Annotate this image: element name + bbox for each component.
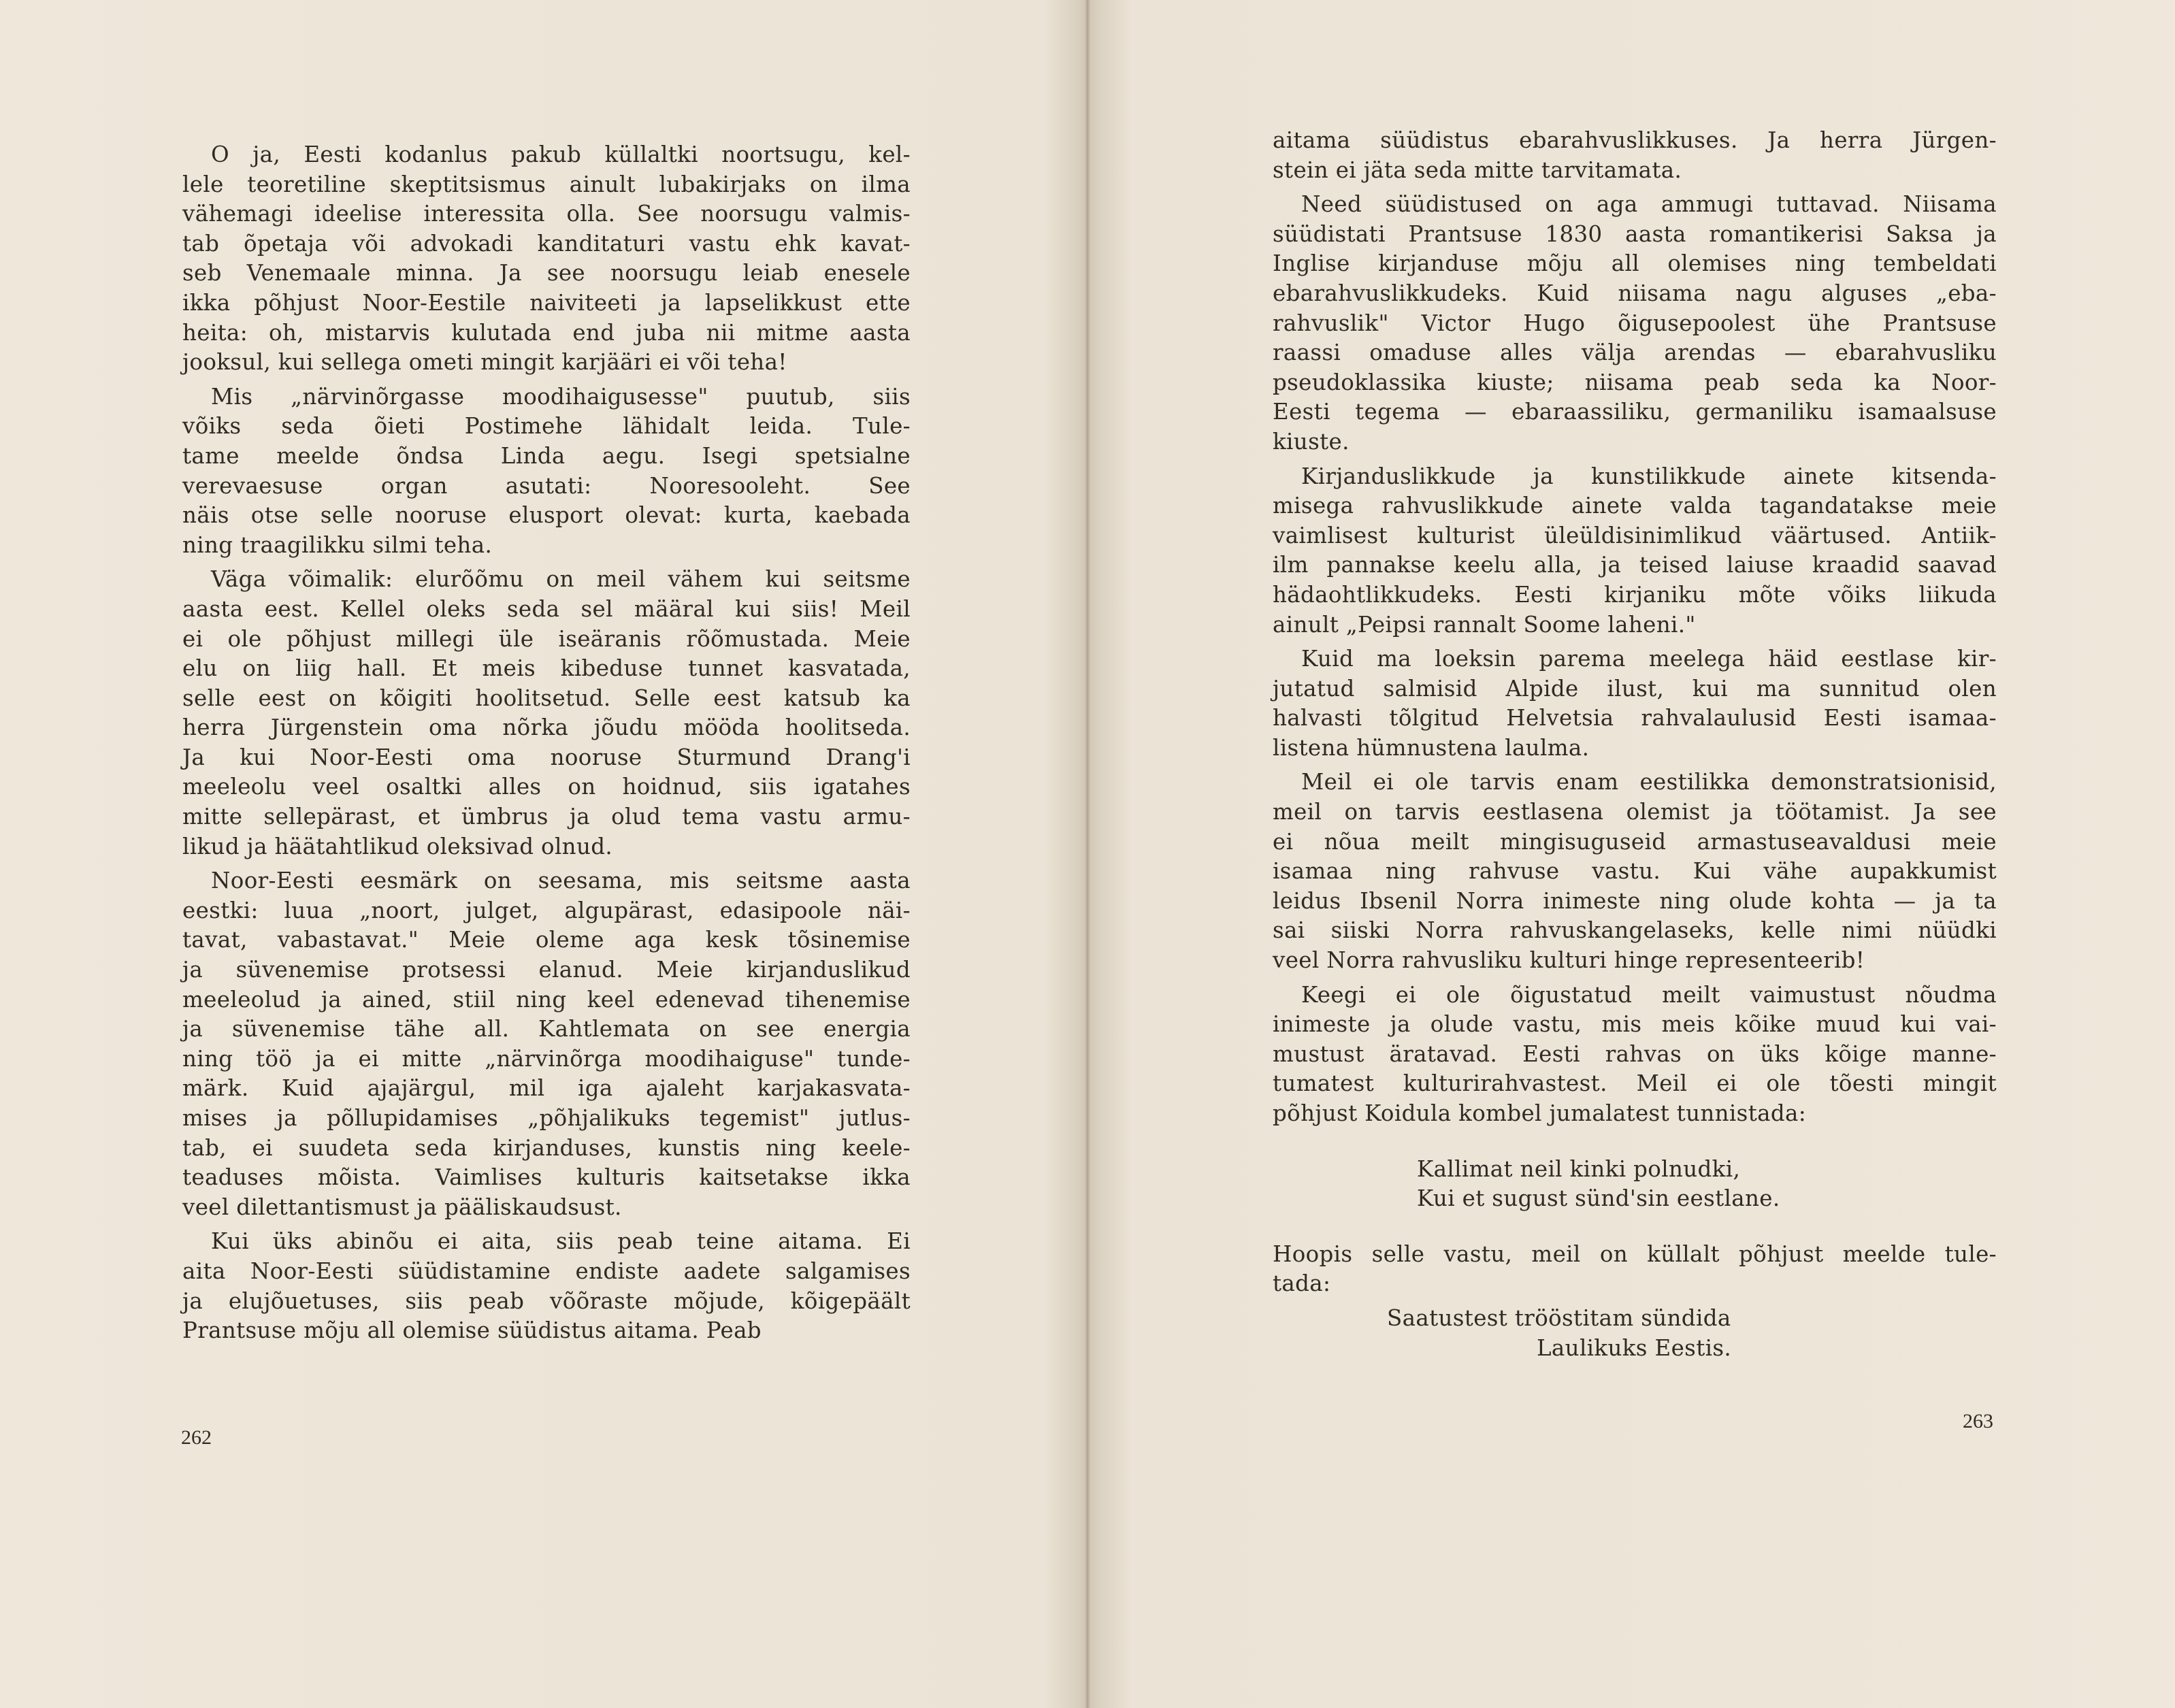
text-line: tada: xyxy=(1273,1270,1331,1297)
left-page-text xyxy=(182,140,911,1351)
text-line: ning töö ja ei mitte „närvinõrga moodihaiguse" tunde- xyxy=(182,1045,911,1072)
text-line: listena hümnustena laulma. xyxy=(1273,734,1590,761)
text-line: misega rahvuslikkude ainete valda tagandatakse meie xyxy=(1273,493,1997,519)
paragraph xyxy=(1273,768,1997,975)
text-line: Kirjanduslikkude ja kunstilikkude ainete kitsenda- xyxy=(1301,463,1997,489)
paragraph xyxy=(182,1227,911,1345)
text-line: Meil ei ole tarvis enam eestilikka demonstratsionisid, xyxy=(1301,769,1997,795)
text-line: ei nõua meilt mingisuguseid armastuseavaldusi meie xyxy=(1273,828,1997,855)
text-line: ei ole põhjust millegi üle iseäranis rõõmustada. Meie xyxy=(182,625,911,652)
paragraph xyxy=(1273,981,1997,1129)
text-line: ja süvenemise protsessi elanud. Meie kirjanduslikud xyxy=(182,957,911,983)
paragraph xyxy=(182,565,911,861)
text-line: veel dilettantismust ja pääliskaudsust. xyxy=(182,1194,622,1220)
text-line: leidus Ibsenil Norra inimeste ning olude kohta — ja ta xyxy=(1273,887,1997,914)
text-line: meeleolu veel osaltki alles on hoidnud, siis igatahes xyxy=(182,774,911,800)
text-line: Inglise kirjanduse mõju all olemises ning tembeldati xyxy=(1273,250,1997,277)
text-line: heita: oh, mistarvis kulutada end juba nii mitme aasta xyxy=(182,319,911,346)
text-line: vähemagi ideelise interessita olla. See noorsugu valmis- xyxy=(182,201,911,227)
paragraph xyxy=(1273,462,1997,640)
text-line: märk. Kuid ajajärgul, mil iga ajaleht karjakasvata- xyxy=(182,1075,911,1102)
text-line: tame meelde õndsa Linda aegu. Isegi spetsialne xyxy=(182,442,911,469)
right-page xyxy=(1089,0,2175,1708)
text-line: elu on liig hall. Et meis kibeduse tunnet kasvatada, xyxy=(182,655,911,682)
text-line: likud ja häätahtlikud oleksivad olnud. xyxy=(182,833,613,859)
text-line: Prantsuse mõju all olemise süüdistus aitama. Peab xyxy=(182,1317,762,1344)
left-page xyxy=(0,0,1086,1708)
text-line: stein ei jäta seda mitte tarvitamata. xyxy=(1273,157,1682,183)
paragraph xyxy=(1273,126,1997,185)
text-line: aasta eest. Kellel oleks seda sel määral kui siis! Meil xyxy=(182,595,911,622)
text-line: Eesti tegema — ebaraassiliku, germaniliku isamaalsuse xyxy=(1273,399,1997,425)
text-line: mitte sellepärast, et ümbrus ja olud tema vastu armu- xyxy=(182,804,911,830)
text-line: ja süvenemise tähe all. Kahtlemata on see energia xyxy=(182,1016,911,1042)
paragraph xyxy=(182,866,911,1222)
closing-paragraph xyxy=(1273,1240,1997,1299)
poem-line: Kallimat neil kinki polnudki, xyxy=(1417,1155,1741,1182)
text-line: hädaohtlikkudeks. Eesti kirjaniku mõte võiks liikuda xyxy=(1273,581,1997,608)
text-line: selle eest on kõigiti hoolitsetud. Selle eest katsub ka xyxy=(182,685,911,711)
text-line: eestki: luua „noort, julget, algupärast, edasipoole näi- xyxy=(182,897,911,923)
text-line: Väga võimalik: elurõõmu on meil vähem kui seitsme xyxy=(211,566,911,593)
text-line: mustust äratavad. Eesti rahvas on üks kõige manne- xyxy=(1273,1040,1997,1067)
text-line: jutatud salmisid Alpide ilust, kui ma sunnitud olen xyxy=(1273,675,1997,702)
paragraph xyxy=(1273,644,1997,763)
text-line: teaduses mõista. Vaimlises kulturis kaitsetakse ikka xyxy=(182,1164,911,1191)
text-line: ilm pannakse keelu alla, ja teised laiuse kraadid saavad xyxy=(1273,552,1997,578)
text-line: O ja, Eesti kodanlus pakub küllaltki noortsugu, kel- xyxy=(211,142,911,167)
text-line: süüdistati Prantsuse 1830 aasta romantikerisi Saksa ja xyxy=(1273,220,1997,247)
paragraph xyxy=(182,382,911,561)
text-line: ebarahvuslikkudeks. Kuid niisama nagu alguses „eba- xyxy=(1273,280,1997,306)
right-page-text xyxy=(1273,126,1997,1363)
text-line: meil on tarvis eestlasena olemist ja töötamist. Ja see xyxy=(1273,799,1997,825)
poem-line: Laulikuks Eestis. xyxy=(1537,1334,1732,1361)
paragraph xyxy=(182,140,911,378)
text-line: inimeste ja olude vastu, mis meis kõike muud kui vai- xyxy=(1273,1011,1997,1038)
text-line: meeleolud ja ained, stiil ning keel edenevad tihenemise xyxy=(182,986,911,1013)
text-line: aitama süüdistus ebarahvuslikkuses. Ja herra Jürgen- xyxy=(1273,127,1997,153)
text-line: Kui üks abinõu ei aita, siis peab teine aitama. Ei xyxy=(211,1228,911,1255)
text-line: ainult „Peipsi rannalt Soome laheni." xyxy=(1273,611,1696,638)
text-line: vaimlisest kulturist üleüldisinimlikud väärtused. Antiik- xyxy=(1273,522,1997,548)
text-line: Need süüdistused on aga ammugi tuttavad. Niisama xyxy=(1301,191,1997,218)
text-line: veel Norra rahvusliku kulturi hinge representeerib! xyxy=(1273,947,1865,974)
text-line: Ja kui Noor-Eesti oma nooruse Sturmund Drang'i xyxy=(182,744,911,770)
page-number-right: 263 xyxy=(1963,1410,1993,1432)
text-line: isamaa ning rahvuse vastu. Kui vähe aupakkumist xyxy=(1273,858,1997,885)
text-line: näis otse selle nooruse elusport olevat: kurta, kaebada xyxy=(182,502,911,529)
poem-line: Saatustest trööstitam sündida xyxy=(1387,1304,1731,1331)
paragraph xyxy=(1273,190,1997,457)
text-line: seb Venemaale minna. Ja see noorsugu leiab enesele xyxy=(182,260,911,286)
text-line: halvasti tõlgitud Helvetsia rahvalaulusid Eesti isamaa- xyxy=(1273,705,1997,732)
text-line: tumatest kulturirahvastest. Meil ei ole tõesti mingit xyxy=(1273,1070,1997,1097)
text-line: ikka põhjust Noor-Eestile naiviteeti ja lapselikkust ette xyxy=(182,289,911,316)
text-line: aita Noor-Eesti süüdistamine endiste aadete salgamises xyxy=(182,1258,911,1284)
text-line: jooksul, kui sellega ometi mingit karjääri ei või teha! xyxy=(182,349,787,376)
text-line: tavat, vabastavat." Meie oleme aga kesk tõsinemise xyxy=(182,927,911,953)
text-line: pseudoklassika kiuste; niisama peab seda ka Noor- xyxy=(1273,369,1997,395)
text-line: raassi omaduse alles välja arendas — ebarahvusliku xyxy=(1273,340,1997,366)
page-number-left: 262 xyxy=(181,1426,212,1449)
text-line: verevaesuse organ asutati: Nooresooleht. See xyxy=(182,472,911,499)
text-line: võiks seda õieti Postimehe lähidalt leida. Tule- xyxy=(182,413,911,440)
text-line: ja elujõuetuses, siis peab võõraste mõjude, kõigepäält xyxy=(182,1287,911,1314)
text-line: lele teoretiline skeptitsismus ainult lubakirjaks on ilma xyxy=(182,171,911,197)
text-line: Noor-Eesti eesmärk on seesama, mis seitsme aasta xyxy=(211,868,911,894)
text-line: põhjust Koidula kombel jumalatest tunnistada: xyxy=(1273,1100,1807,1126)
text-line: Keegi ei ole õigustatud meilt vaimustust nõudma xyxy=(1301,981,1997,1008)
text-line: tab õpetaja või advokadi kanditaturi vastu ehk kavat- xyxy=(182,230,911,257)
text-line: sai siiski Norra rahvuskangelaseks, kelle nimi nüüdki xyxy=(1273,917,1997,944)
text-line: mises ja põllupidamises „põhjalikuks tegemist" jutlus- xyxy=(182,1105,911,1131)
poem-line: Kui et sugust sünd'sin eestlane. xyxy=(1417,1185,1780,1212)
text-line: Hoopis selle vastu, meil on küllalt põhjust meelde tule- xyxy=(1273,1241,1997,1267)
text-line: rahvuslik" Victor Hugo õigusepoolest ühe Prantsuse xyxy=(1273,310,1997,336)
text-line: tab, ei suudeta seda kirjanduses, kunstis ning keele- xyxy=(182,1134,911,1161)
poem-quote-closing xyxy=(1273,1304,1997,1363)
text-line: herra Jürgenstein oma nõrka jõudu mööda hoolitseda. xyxy=(182,715,911,741)
poem-quote-koidula xyxy=(1417,1155,1997,1214)
text-line: ning traagilikku silmi teha. xyxy=(182,531,493,558)
text-line: Kuid ma loeksin parema meelega häid eestlase kir- xyxy=(1301,646,1997,672)
text-line: kiuste. xyxy=(1273,428,1350,455)
text-line: Mis „närvinõrgasse moodihaigusesse" puutub, siis xyxy=(211,383,911,410)
